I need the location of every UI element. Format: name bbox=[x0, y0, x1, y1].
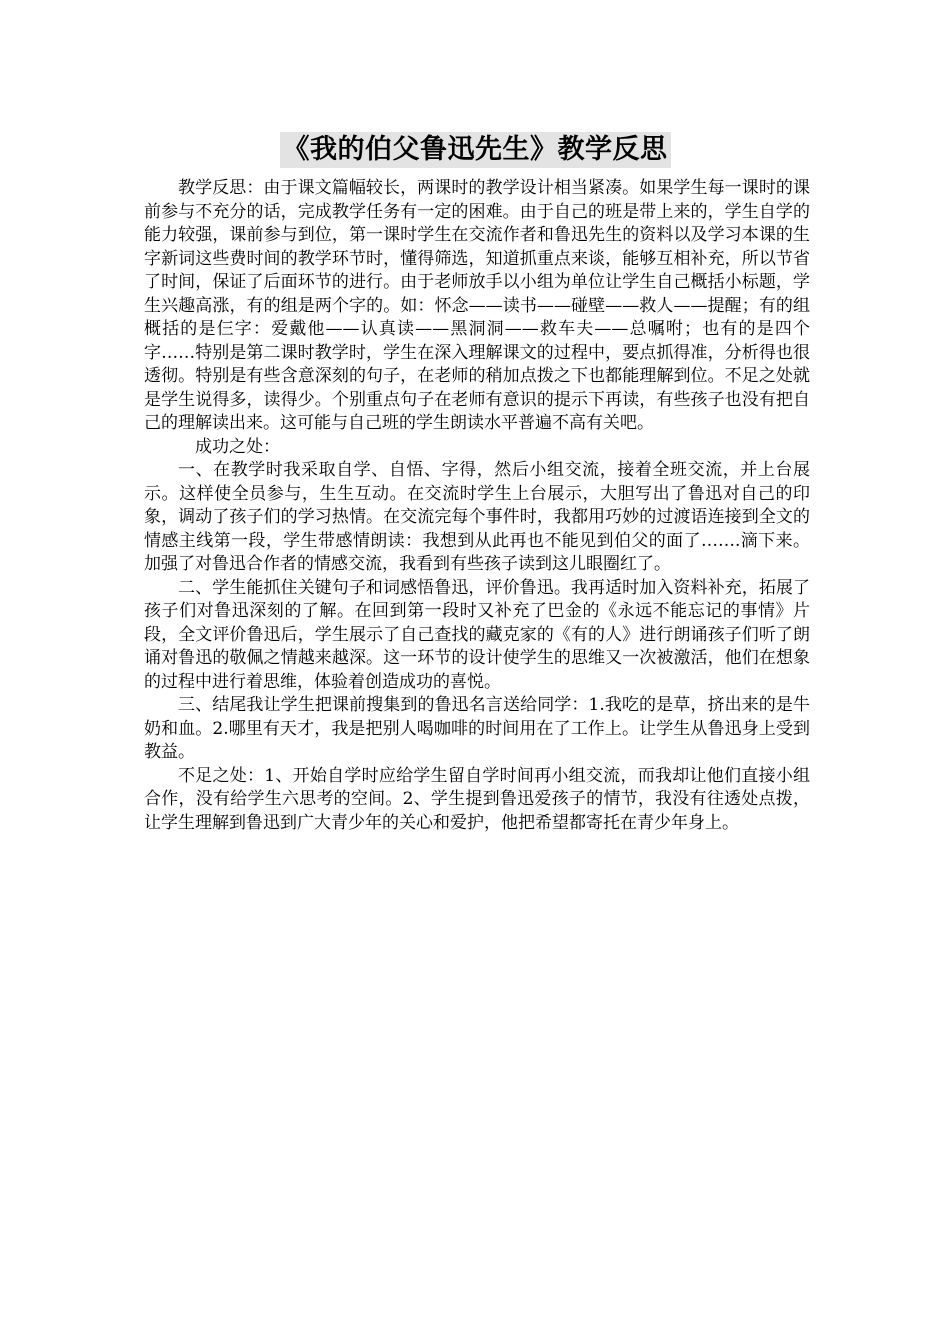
paragraph-reflection: 教学反思：由于课文篇幅较长，两课时的教学设计相当紧凑。如果学生每一课时的课前参与不充分的话，完成教学任务有一定的困难。由于自己的班是带上来的，学生自学的能力较强，课前参与到位，第一课时学生在交流作者和鲁迅先生的资料以及学习本课的生字新词这些费时间的教学环节时，懂得筛选，知道抓重点来谈，能够互相补充，所以节省了时间，保证了后面环节的进行。由于老师放手以小组为单位让学生自己概括小标题，学生兴趣高涨，有的组是两个字的。如：怀念——读书——碰壁——救人——提醒；有的组概括的是仨字：爱戴他——认真读——黑洞洞——救车夫——总嘱咐；也有的是四个字……特别是第二课时教学时，学生在深入理解课文的过程中，要点抓得准，分析得也很透彻。特别是有些含意深刻的句子，在老师的稍加点拨之下也都能理解到位。不足之处就是学生说得多，读得少。个别重点句子在老师有意识的提示下再读，有些孩子也没有把自己的理解读出来。这可能与自己班的学生朗读水平普遍不高有关吧。 bbox=[144, 178, 810, 433]
paragraph-success-1: 一、在教学时我采取自学、自悟、字得，然后小组交流，接着全班交流，并上台展示。这样使全员参与，生生互动。在交流时学生上台展示，大胆写出了鲁迅对自己的印象，调动了孩子们的学习热情。在交流完每个事件时，我都用巧妙的过渡语连接到全文的情感主线第一段，学生带感情朗读：我想到从此再也不能见到伯父的面了…….滴下来。加强了对鲁迅合作者的情感交流，我看到有些孩子读到这儿眼圈红了。 bbox=[144, 460, 810, 574]
document-body bbox=[144, 177, 810, 835]
document-title: 《我的伯父鲁迅先生》教学反思 bbox=[280, 132, 671, 168]
paragraph-success-2: 二、学生能抓住关键句子和词感悟鲁迅，评价鲁迅。我再适时加入资料补充，拓展了孩子们对鲁迅深刻的了解。在回到第一段时又补充了巴金的《永远不能忘记的事情》片段，全文评价鲁迅后，学生展示了自己查找的藏克家的《有的人》进行朗诵孩子们听了朗诵对鲁迅的敬佩之情越来越深。这一环节的设计使学生的思维又一次被激活，他们在想象的过程中进行着思维，体验着创造成功的喜悦。 bbox=[144, 577, 810, 692]
paragraph-shortcomings: 不足之处：1、开始自学时应给学生留自学时间再小组交流，而我却让他们直接小组合作，没有给学生六思考的空间。2、学生提到鲁迅爱孩子的情节，我没有往透处点拨，让学生理解到鲁迅到广大青少年的关心和爱护，他把希望都寄托在青少年身上。 bbox=[144, 765, 810, 833]
paragraph-success-heading: 成功之处： bbox=[195, 436, 280, 457]
paragraph-success-3: 三、结尾我让学生把课前搜集到的鲁迅名言送给同学：1.我吃的是草，挤出来的是牛奶和血。2.哪里有天才，我是把别人喝咖啡的时间用在了工作上。让学生从鲁迅身上受到教益。 bbox=[144, 695, 810, 762]
title-container bbox=[0, 132, 950, 168]
